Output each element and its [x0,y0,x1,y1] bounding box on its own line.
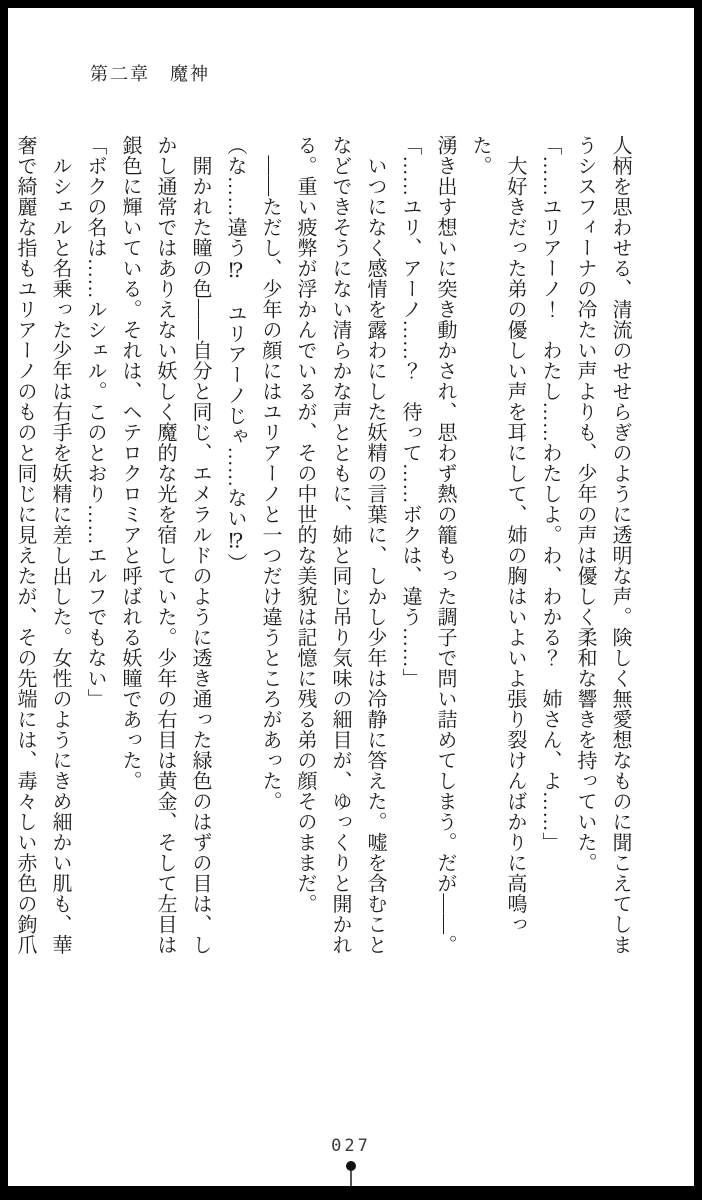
text-column: る。重い疲弊が浮かんでいるが、その中世的な美貌は記憶に残る弟の顔そのままだ。 [294,135,316,914]
page-number: 027 [331,1136,371,1156]
body-text-block [7,135,637,971]
text-column: うシスフィーナの冷たい声よりも、少年の声は優しく柔和な響きを持っていた。 [574,135,596,873]
text-column: 人柄を思わせる、清流のせせらぎのように透明な声。険しく無愛想なものに聞こえてしま [609,135,631,955]
text-column: 湧き出す想いに突き動かされ、思わず熱の籠もった調子で問い詰めてしまう。だが――。 [434,135,456,955]
chapter-running-header: 第二章 魔神 [90,64,210,84]
text-column: かし通常ではありえない妖しく魔的な光を宿していた。少年の右目は黄金、そして左目は [154,135,176,955]
text-column: 奢で綺麗な指もユリアーノのものと同じに見えたが、その先端には、毒々しい赤色の鉤爪 [14,135,36,955]
text-column: 「ボクの名は……ルシェル。このとおり……エルフでもない」 [84,135,106,709]
text-column: 「……ユリアーノ！ わたし……わたしよ。わ、わかる？ 姉さん、よ……」 [539,135,561,853]
text-column: などできそうにない清らかな声とともに、姉と同じ吊り気味の細目が、ゆっくりと開かれ [329,135,351,955]
text-column: 銀色に輝いている。それは、ヘテロクロミアと呼ばれる妖瞳であった。 [119,135,141,791]
text-column: ――ただし、少年の顔にはユリアーノと一つだけ違うところがあった。 [259,135,281,812]
text-column: いつになく感情を露わにした妖精の言葉に、しかし少年は冷静に答えた。嘘を含むこと [364,135,386,955]
text-column: 開かれた瞳の色――自分と同じ、エメラルドのように透き通った緑色のはずの目は、し [189,135,211,955]
text-column: ルシェルと名乗った少年は右手を妖精に差し出した。女性のようにきめ細かい肌も、華 [49,135,71,955]
page-ornament-line [350,1171,352,1186]
page-ornament-dot-icon [346,1161,356,1171]
text-column: 「……ユリ、アーノ……？ 待って……ボクは、違う……」 [399,135,421,689]
text-column: 大好きだった弟の優しい声を耳にして、姉の胸はいよいよ張り裂けんばかりに高鳴った。 [469,135,526,935]
page-footer [8,1138,694,1186]
text-column: （な……違う⁉ ユリアーノじゃ……ない⁉） [224,135,246,574]
